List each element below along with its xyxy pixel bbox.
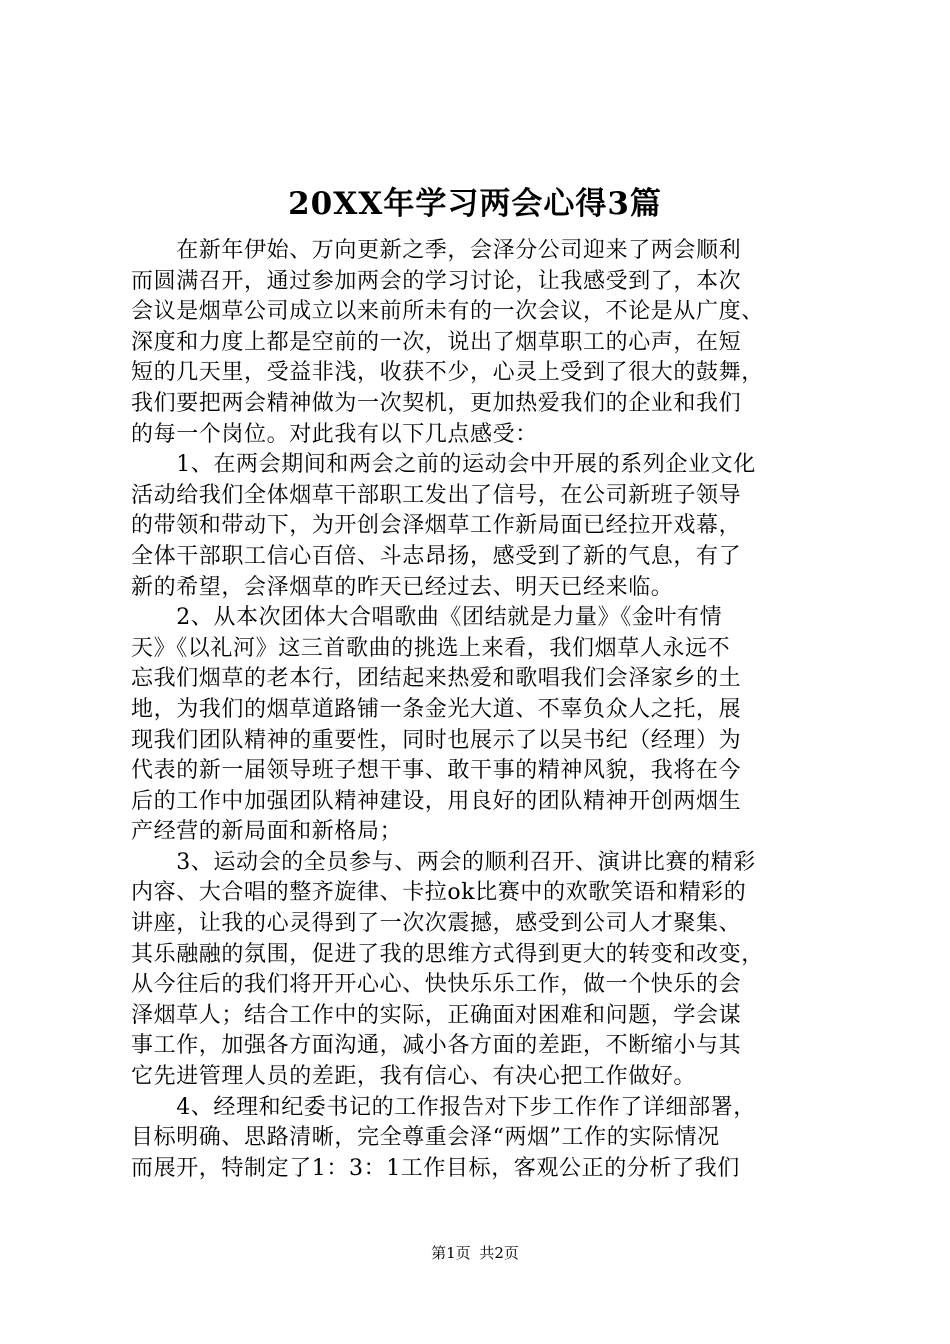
text-line: 从今往后的我们将开开心心、快快乐乐工作，做一个快乐的会 [131,972,742,998]
text-line: 目标明确、思路清晰，完全尊重会泽“两烟”工作的实际情况 [131,1125,720,1151]
paragraph-point-1 [131,450,831,603]
text-line: 代表的新一届领导班子想干事、敢干事的精神风貌，我将在今 [131,758,742,784]
text-line: 泽烟草人；结合工作中的实际，正确面对困难和问题，学会谋 [131,1002,742,1028]
text-line: 新的希望，会泽烟草的昨天已经过去、明天已经来临。 [131,574,674,600]
text-line: 地，为我们的烟草道路铺一条金光大道、不辜负众人之托，展 [131,696,742,722]
paragraph-point-4 [131,1093,831,1185]
text-line: 活动给我们全体烟草干部职工发出了信号，在公司新班子领导 [131,482,742,508]
text-line: 2、从本次团体大合唱歌曲《团结就是力量》《金叶有情 [131,605,723,631]
document-title: 20XX年学习两会心得3篇 [288,186,662,222]
paragraph-point-2 [131,603,831,848]
text-line: 它先进管理人员的差距，我有信心、有决心把工作做好。 [131,1064,697,1090]
text-line: 3、运动会的全员参与、两会的顺利召开、演讲比赛的精彩 [131,849,756,875]
page-total: 共2页 [479,1244,519,1262]
text-line: 产经营的新局面和新格局； [131,819,403,845]
text-line: 忘我们烟草的老本行，团结起来热爱和歌唱我们会泽家乡的土 [131,666,742,692]
document-body [131,236,831,1184]
page-footer [0,1243,950,1263]
text-line: 讲座，让我的心灵得到了一次次震撼，感受到公司人才聚集、 [131,911,742,937]
text-line: 现我们团队精神的重要性，同时也展示了以吴书纪（经理）为 [131,727,742,753]
text-line: 内容、大合唱的整齐旋律、卡拉ok比赛中的欢歌笑语和精彩的 [131,880,747,906]
text-line: 全体干部职工信心百倍、斗志昂扬，感受到了新的气息，有了 [131,543,742,569]
text-line: 会议是烟草公司成立以来前所未有的一次会议，不论是从广度、 [131,299,764,325]
paragraph-intro [131,236,831,450]
text-line: 事工作，加强各方面沟通，减小各方面的差距，不断缩小与其 [131,1033,742,1059]
text-line: 在新年伊始、万向更新之季，会泽分公司迎来了两会顺利 [131,238,742,263]
paragraph-point-3 [131,848,831,1093]
page-number: 第1页 [431,1244,471,1262]
text-line: 天》《以礼河》这三首歌曲的挑选上来看，我们烟草人永远不 [131,635,731,661]
text-line: 而展开，特制定了1：3：1工作目标，客观公正的分析了我们 [131,1155,740,1181]
text-line: 而圆满召开，通过参加两会的学习讨论，让我感受到了，本次 [131,268,742,294]
text-line: 深度和力度上都是空前的一次，说出了烟草职工的心声，在短 [131,329,742,355]
text-line: 其乐融融的氛围，促进了我的思维方式得到更大的转变和改变， [131,941,764,967]
text-line: 的每一个岗位。对此我有以下几点感受： [131,421,538,447]
text-line: 1、在两会期间和两会之前的运动会中开展的系列企业文化 [131,452,756,478]
text-line: 4、经理和纪委书记的工作报告对下步工作作了详细部署， [131,1094,756,1120]
text-line: 短的几天里，受益非浅，收获不少，心灵上受到了很大的鼓舞， [131,360,764,386]
text-line: 我们要把两会精神做为一次契机，更加热爱我们的企业和我们 [131,390,742,416]
text-line: 后的工作中加强团队精神建设，用良好的团队精神开创两烟生 [131,788,742,814]
text-line: 的带领和带动下，为开创会泽烟草工作新局面已经拉开戏幕， [131,513,742,539]
